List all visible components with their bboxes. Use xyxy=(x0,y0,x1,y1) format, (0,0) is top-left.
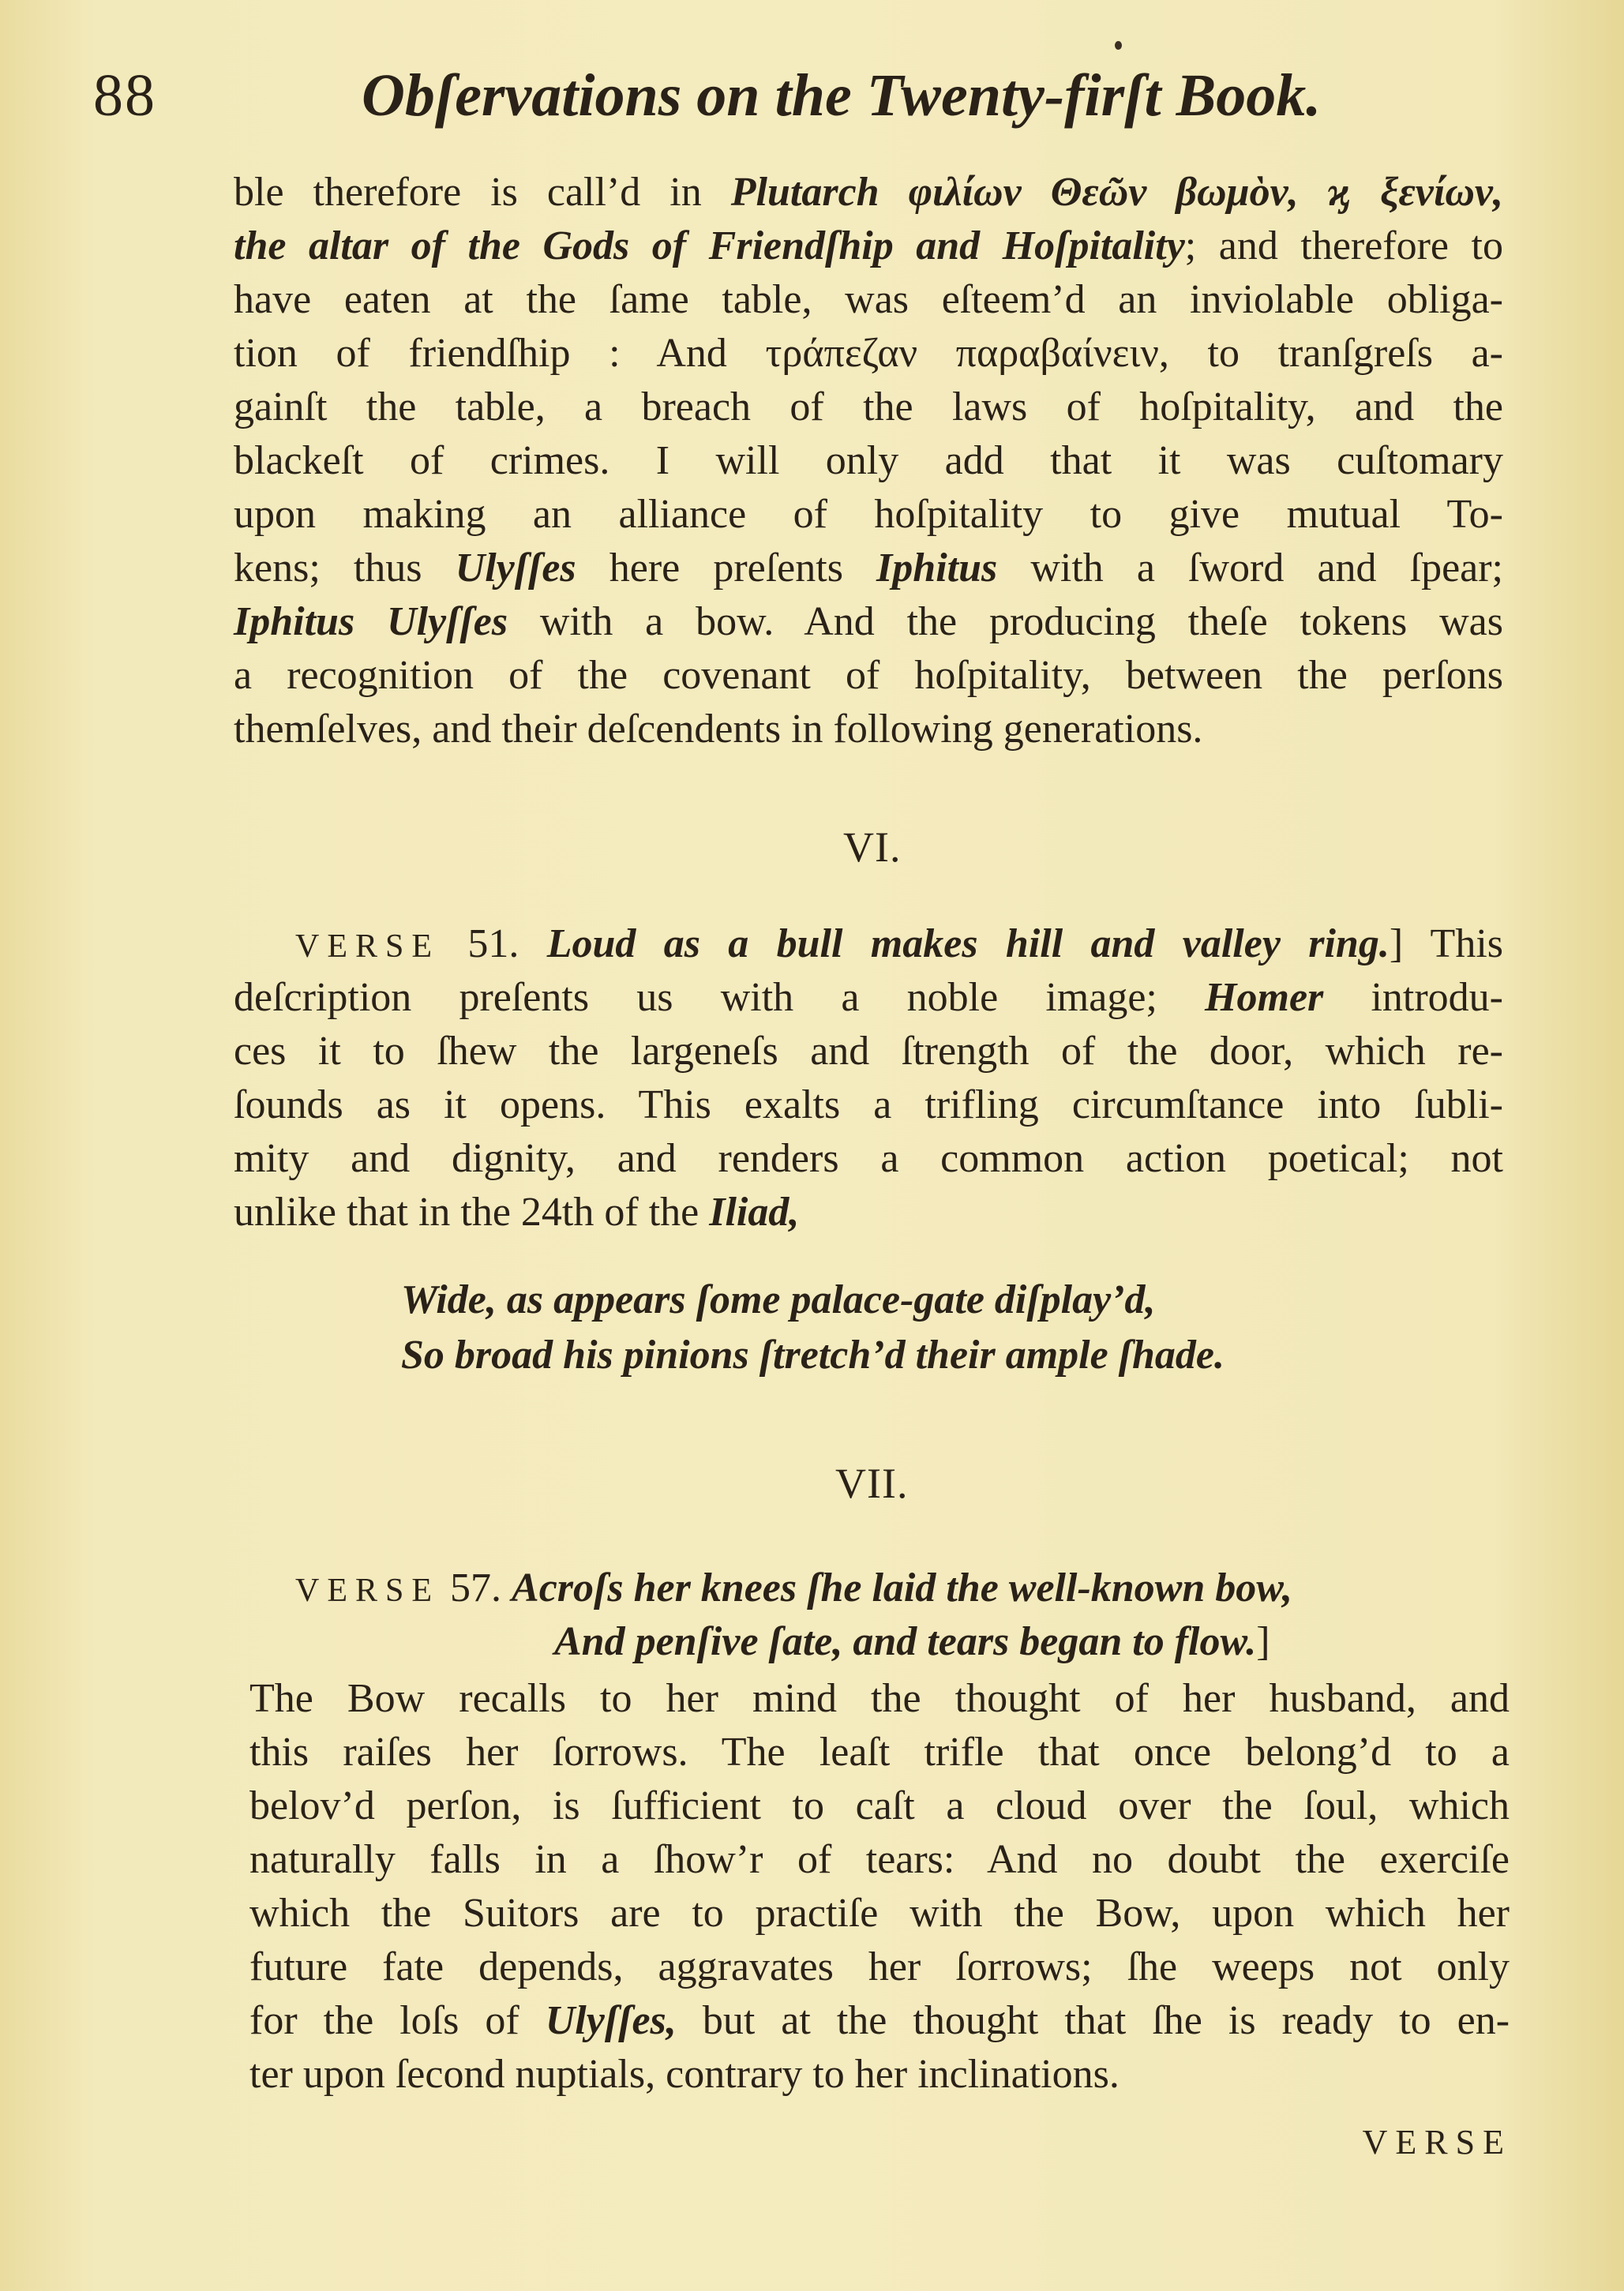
text-run: mity and dignity, and renders a common action poetical; not xyxy=(234,1136,1503,1181)
verse-57-line xyxy=(249,1779,1510,1833)
text-run: ; and therefore to xyxy=(1184,223,1503,268)
verse-51-commentary xyxy=(234,971,1503,1239)
text-run: unlike that in the 24th of the xyxy=(234,1190,710,1235)
italic-run: Iphitus xyxy=(876,546,998,591)
text-run: ſounds as it opens. This exalts a trifling circumſtance into ſubli- xyxy=(234,1082,1503,1127)
text-run: upon making an alliance of hoſpitality to give mutual To- xyxy=(234,492,1503,537)
text-run: this raiſes her ſorrows. The leaſt trifle that once belong’d to a xyxy=(249,1730,1510,1775)
text-run: introdu- xyxy=(1323,975,1503,1020)
hospitality-line xyxy=(234,166,1503,219)
hospitality-line xyxy=(234,381,1503,434)
text-run: ] This xyxy=(1389,921,1504,966)
verse-57-line xyxy=(249,2048,1510,2102)
verse-51-first-line xyxy=(234,917,1503,971)
text-run: ter upon ſecond nuptials, contrary to her inclinations. xyxy=(249,2052,1120,2097)
verse-number: 57. xyxy=(450,1565,502,1610)
hospitality-line xyxy=(234,488,1503,542)
text-run: kens; thus xyxy=(234,546,456,591)
verse-57-line xyxy=(249,1833,1510,1887)
verse-51-paragraph xyxy=(234,917,1503,1239)
hospitality-line xyxy=(234,703,1503,756)
text-run: ces it to ſhew the largeneſs and ſtrength of the door, which re- xyxy=(234,1029,1503,1074)
text-run: blackeſt of crimes. I will only add that it was cuſtomary xyxy=(234,438,1503,483)
text-run: tion of friendſhip : And τράπεζαν παραβαίνειν, to tranſgreſs a- xyxy=(234,331,1503,376)
text-run: themſelves, and their deſcendents in following generations. xyxy=(234,707,1203,752)
hospitality-line xyxy=(234,327,1503,381)
hospitality-line xyxy=(234,595,1503,649)
text-run: future fate depends, aggravates her ſorrows; ſhe weeps not only xyxy=(249,1944,1510,1989)
section-numeral-vi: VI. xyxy=(843,823,902,871)
verse-number: 51. xyxy=(467,921,519,966)
text-run: have eaten at the ſame table, was eſteem’d an inviolable obliga- xyxy=(234,277,1503,322)
page-number: 88 xyxy=(93,62,156,129)
verse-51-line xyxy=(234,1025,1503,1078)
quote-line: So broad his pinions ſtretch’d their ample ſhade. xyxy=(401,1333,1225,1378)
text-run: for the loſs of xyxy=(249,1998,546,2043)
text-run: with a ſword and ſpear; xyxy=(997,546,1503,591)
italic-run: Homer xyxy=(1205,975,1324,1020)
verse-57-line xyxy=(249,1726,1510,1779)
hospitality-line xyxy=(234,542,1503,595)
verse-57-quote-line-2: And penſive ſate, and tears began to flow. xyxy=(554,1619,1257,1664)
hospitality-line xyxy=(234,649,1503,703)
verse-57-line xyxy=(249,1994,1510,2048)
verse-57-line xyxy=(249,1940,1510,1994)
verse-57-commentary xyxy=(249,1672,1510,2102)
verse-57-line xyxy=(249,1672,1510,1726)
italic-run: Loud as a bull makes hill and valley ring. xyxy=(546,921,1390,966)
text-run: which the Suitors are to practiſe with the Bow, upon which her xyxy=(249,1891,1510,1936)
ink-speck xyxy=(1115,41,1122,50)
verse-51-line xyxy=(234,1078,1503,1132)
text-run: a recognition of the covenant of hoſpitality, between the perſons xyxy=(234,653,1503,698)
catchword: VERSE xyxy=(1362,2123,1512,2162)
italic-run: Plutarch φιλίων Θεῶν βωμὸν, ϗ ξενίων, xyxy=(730,170,1504,215)
page-header-title: Obſervations on the Twenty-firſt Book. xyxy=(362,62,1322,129)
quote-line: Wide, as appears ſome palace-gate diſplay’d, xyxy=(401,1277,1156,1322)
section-numeral-vii: VII. xyxy=(835,1460,909,1507)
verse-57-quote-line-1: Acroſs her knees ſhe laid the well-known bow, xyxy=(512,1565,1293,1610)
hospitality-line xyxy=(234,273,1503,327)
running-head xyxy=(93,62,1356,133)
bracket: ] xyxy=(1256,1619,1270,1664)
iliad-quotation xyxy=(401,1273,1225,1383)
italic-run: the altar of the Gods of Friendſhip and Hoſpitality xyxy=(234,223,1185,268)
verse-57-line-1 xyxy=(295,1562,1480,1615)
text-run: with a bow. And the producing theſe tokens was xyxy=(508,599,1503,644)
text-run: The Bow recalls to her mind the thought of her husband, and xyxy=(249,1676,1510,1721)
verse-51-lemma xyxy=(547,921,1503,966)
text-run: gainſt the table, a breach of the laws of hoſpitality, and the xyxy=(234,384,1503,429)
verse-label: VERSE xyxy=(295,1573,441,1609)
verse-51-line xyxy=(234,1132,1503,1186)
text-run: belov’d perſon, is ſufficient to caſt a cloud over the ſoul, which xyxy=(249,1783,1510,1828)
verse-57-heading xyxy=(295,1562,1480,1669)
text-run: but at the thought that ſhe is ready to en- xyxy=(676,1998,1510,2043)
italic-run: Iliad, xyxy=(709,1190,800,1235)
verse-label: VERSE xyxy=(295,928,441,965)
text-run: deſcription preſents us with a noble image; xyxy=(234,975,1206,1020)
italic-run: Ulyſſes xyxy=(455,546,576,591)
italic-run: Iphitus Ulyſſes xyxy=(234,599,508,644)
text-run: here preſents xyxy=(576,546,877,591)
hospitality-line xyxy=(234,219,1503,273)
text-run: naturally falls in a ſhow’r of tears: And no doubt the exerciſe xyxy=(249,1837,1510,1882)
italic-run: Ulyſſes, xyxy=(545,1998,677,2043)
verse-57-line-2 xyxy=(295,1615,1480,1669)
text-run: ble therefore is call’d in xyxy=(234,170,731,215)
verse-57-line xyxy=(249,1887,1510,1940)
paragraph-hospitality xyxy=(234,166,1503,756)
hospitality-line xyxy=(234,434,1503,488)
verse-51-line xyxy=(234,971,1503,1025)
verse-51-line xyxy=(234,1186,1503,1239)
